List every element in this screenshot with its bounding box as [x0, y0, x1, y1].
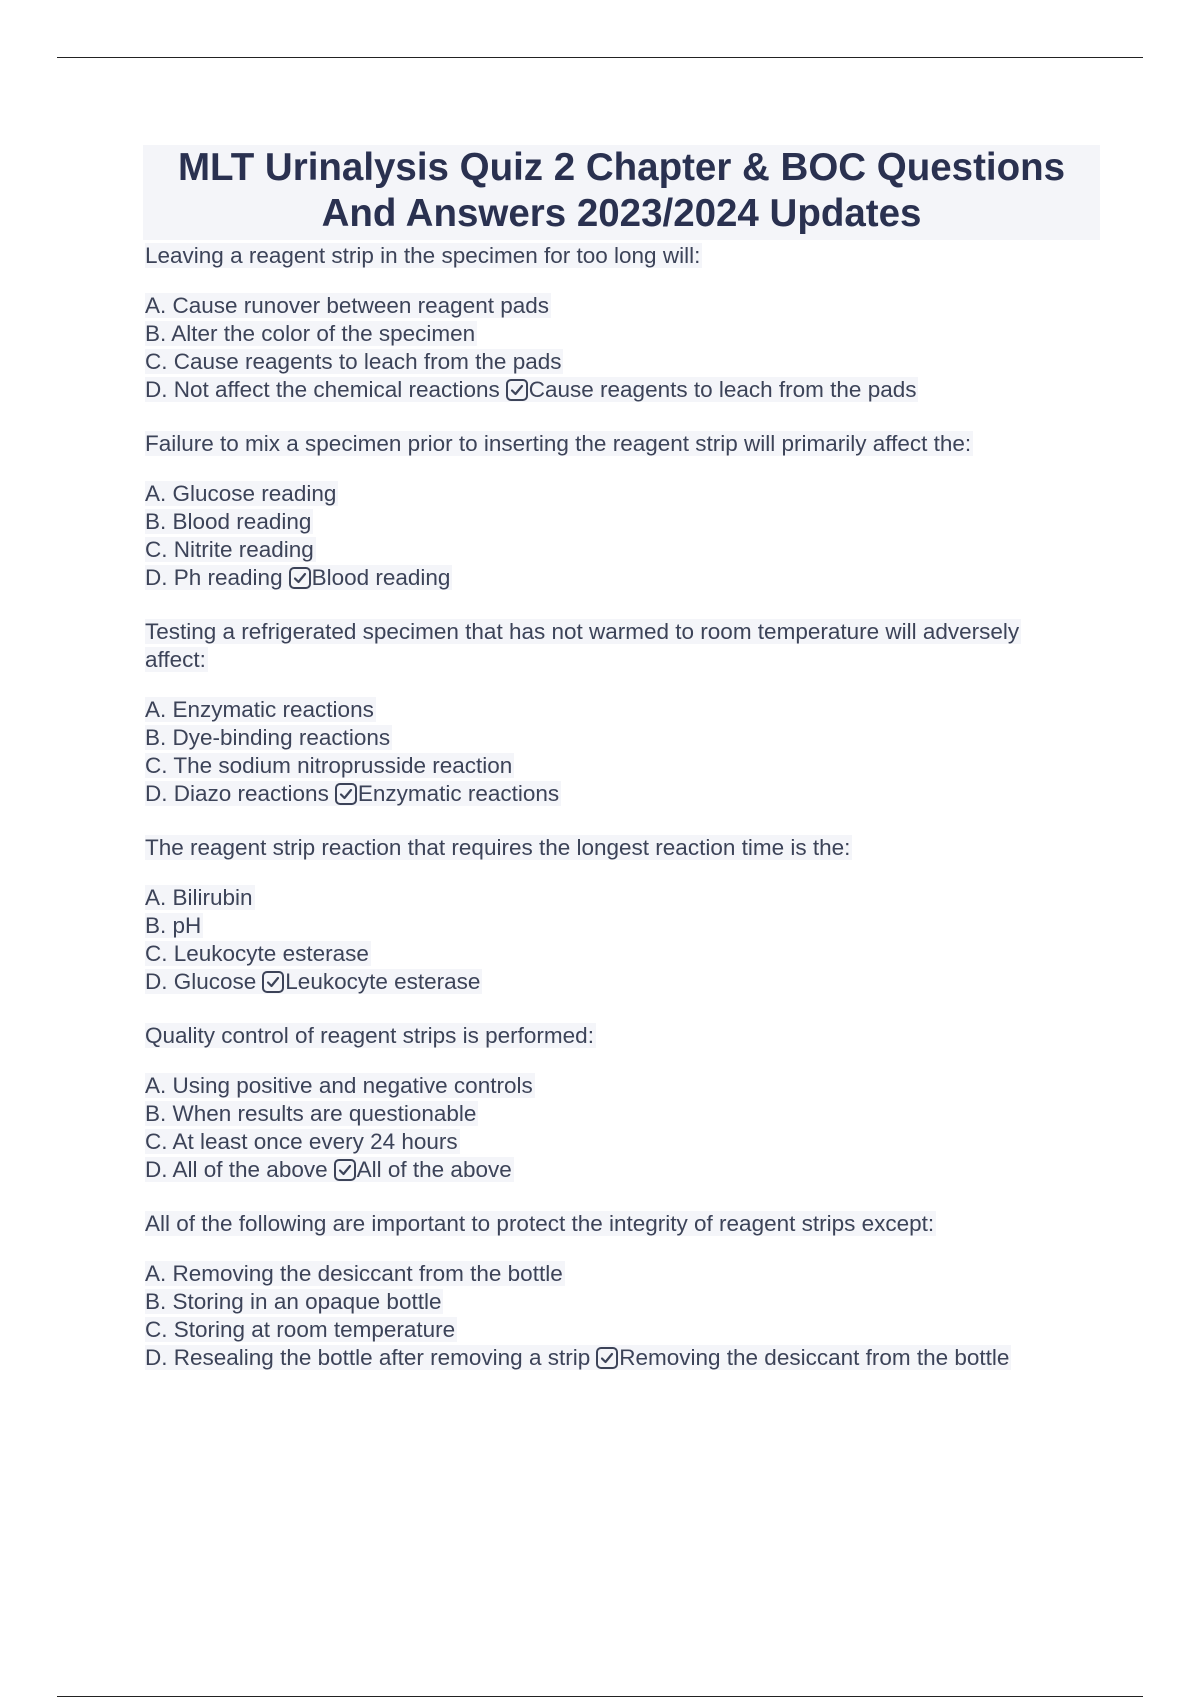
option-a: A. Bilirubin: [145, 885, 253, 910]
correct-answer: Removing the desiccant from the bottle: [619, 1345, 1010, 1370]
option-b: B. Dye-binding reactions: [145, 725, 391, 750]
checkbox-checked-icon: [506, 379, 528, 401]
answer-options: [145, 884, 1095, 996]
title-line-1: MLT Urinalysis Quiz 2 Chapter & BOC Questions: [177, 146, 1066, 189]
option-a: A. Enzymatic reactions: [145, 697, 374, 722]
question-block: [145, 1020, 1095, 1184]
question-block: [145, 240, 1095, 404]
option-c: C. At least once every 24 hours: [145, 1129, 458, 1154]
question-block: [145, 1208, 1095, 1372]
checkbox-checked-icon: [596, 1347, 618, 1369]
answer-options: [145, 1260, 1095, 1372]
title-line-2: And Answers 2023/2024 Updates: [321, 192, 922, 235]
question-text: All of the following are important to protect the integrity of reagent strips except:: [145, 1211, 935, 1236]
page-title: [153, 145, 1090, 237]
option-b: B. When results are questionable: [145, 1101, 477, 1126]
option-d: D. Glucose Leukocyte esterase: [145, 969, 481, 994]
option-d: D. Ph reading Blood reading: [145, 565, 451, 590]
option-b: B. Blood reading: [145, 509, 312, 534]
correct-answer: Cause reagents to leach from the pads: [528, 377, 917, 402]
option-a: A. Glucose reading: [145, 481, 337, 506]
question-block: [145, 428, 1095, 592]
checkbox-checked-icon: [262, 971, 284, 993]
option-d: D. Diazo reactions Enzymatic reactions: [145, 781, 560, 806]
question-text: Failure to mix a specimen prior to inserting the reagent strip will primarily affect the:: [145, 431, 972, 456]
option-a: A. Using positive and negative controls: [145, 1073, 533, 1098]
option-c: C. Storing at room temperature: [145, 1317, 456, 1342]
question-block: [145, 616, 1095, 808]
question-text: Leaving a reagent strip in the specimen for too long will:: [145, 243, 701, 268]
option-d: D. Resealing the bottle after removing a strip Removing the desiccant from the bottle: [145, 1345, 1010, 1370]
answer-options: [145, 696, 1095, 808]
question-text: The reagent strip reaction that requires the longest reaction time is the:: [145, 835, 851, 860]
question-text: Quality control of reagent strips is performed:: [145, 1023, 594, 1048]
option-c: C. Leukocyte esterase: [145, 941, 369, 966]
page-content: [145, 145, 1095, 1372]
option-b: B. Storing in an opaque bottle: [145, 1289, 442, 1314]
correct-answer: All of the above: [356, 1157, 512, 1182]
checkbox-checked-icon: [334, 1159, 356, 1181]
option-b: B. pH: [145, 913, 202, 938]
top-rule: [57, 57, 1143, 58]
question-text: Testing a refrigerated specimen that has not warmed to room temperature will adversely affect:: [145, 619, 1020, 672]
option-c: C. Nitrite reading: [145, 537, 314, 562]
question-block: [145, 832, 1095, 996]
option-d: D. Not affect the chemical reactions Cause reagents to leach from the pads: [145, 377, 917, 402]
correct-answer: Enzymatic reactions: [357, 781, 560, 806]
title-box: [143, 145, 1100, 240]
option-c: C. The sodium nitroprusside reaction: [145, 753, 513, 778]
answer-options: [145, 1072, 1095, 1184]
correct-answer: Blood reading: [311, 565, 451, 590]
checkbox-checked-icon: [335, 783, 357, 805]
option-d: D. All of the above All of the above: [145, 1157, 512, 1182]
option-a: A. Removing the desiccant from the bottle: [145, 1261, 563, 1286]
checkbox-checked-icon: [289, 567, 311, 589]
option-b: B. Alter the color of the specimen: [145, 321, 476, 346]
answer-options: [145, 480, 1095, 592]
option-a: A. Cause runover between reagent pads: [145, 293, 550, 318]
bottom-rule: [57, 1696, 1143, 1697]
option-c: C. Cause reagents to leach from the pads: [145, 349, 562, 374]
answer-options: [145, 292, 1095, 404]
correct-answer: Leukocyte esterase: [285, 969, 481, 994]
